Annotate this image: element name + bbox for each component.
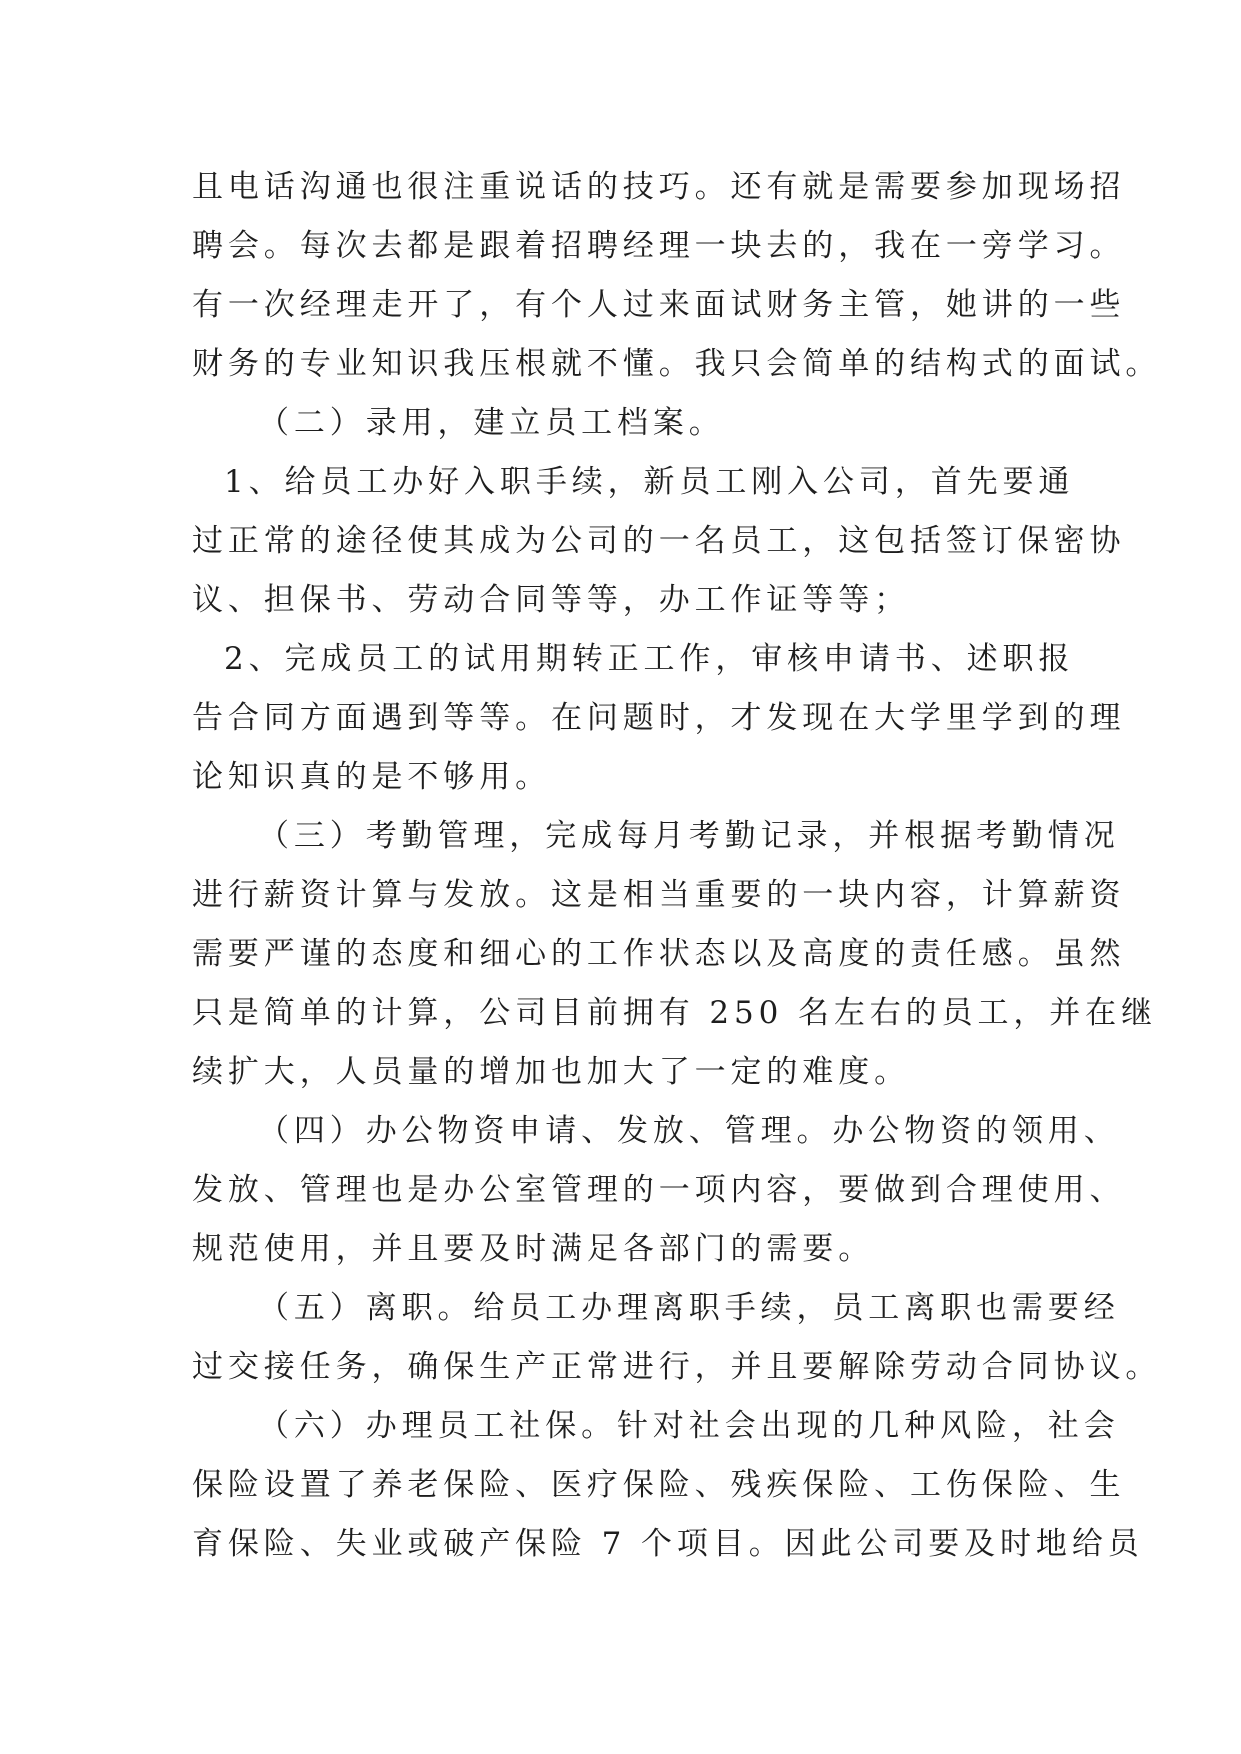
text-line: （五）离职。给员工办理离职手续，员工离职也需要经 [258, 1290, 1120, 1326]
text-line: 过正常的途径使其成为公司的一名员工，这包括签订保密协 [192, 523, 1126, 559]
text-line: 聘会。每次去都是跟着招聘经理一块去的，我在一旁学习。 [192, 228, 1126, 264]
text-line: 2、完成员工的试用期转正工作，审核申请书、述职报 [224, 641, 1075, 677]
text-line: 有一次经理走开了，有个人过来面试财务主管，她讲的一些 [192, 287, 1126, 323]
text-line: 告合同方面遇到等等。在问题时，才发现在大学里学到的理 [192, 700, 1126, 736]
text-line: （三）考勤管理，完成每月考勤记录，并根据考勤情况 [258, 818, 1120, 854]
text-line: 规范使用，并且要及时满足各部门的需要。 [192, 1231, 875, 1267]
text-line: 议、担保书、劳动合同等等，办工作证等等； [192, 582, 910, 618]
text-line: 发放、管理也是办公室管理的一项内容，要做到合理使用、 [192, 1172, 1126, 1208]
text-line: 续扩大，人员量的增加也加大了一定的难度。 [192, 1054, 910, 1090]
section-heading: （二）录用，建立员工档案。 [258, 405, 725, 441]
text-line: 财务的专业知识我压根就不懂。我只会简单的结构式的面试。 [192, 346, 1162, 382]
text-line: 论知识真的是不够用。 [192, 759, 551, 795]
text-line: （六）办理员工社保。针对社会出现的几种风险，社会 [258, 1408, 1120, 1444]
text-line: 过交接任务，确保生产正常进行，并且要解除劳动合同协议。 [192, 1349, 1162, 1385]
text-line: 1、给员工办好入职手续，新员工刚入公司，首先要通 [224, 464, 1075, 500]
text-line: （四）办公物资申请、发放、管理。办公物资的领用、 [258, 1113, 1120, 1149]
text-line: 需要严谨的态度和细心的工作状态以及高度的责任感。虽然 [192, 936, 1126, 972]
text-line: 且电话沟通也很注重说话的技巧。还有就是需要参加现场招 [192, 169, 1126, 205]
text-line: 只是简单的计算，公司目前拥有 250 名左右的员工，并在继 [192, 995, 1157, 1031]
text-line: 保险设置了养老保险、医疗保险、残疾保险、工伤保险、生 [192, 1467, 1126, 1503]
text-line: 进行薪资计算与发放。这是相当重要的一块内容，计算薪资 [192, 877, 1126, 913]
text-line: 育保险、失业或破产保险 7 个项目。因此公司要及时地给员 [192, 1526, 1144, 1562]
